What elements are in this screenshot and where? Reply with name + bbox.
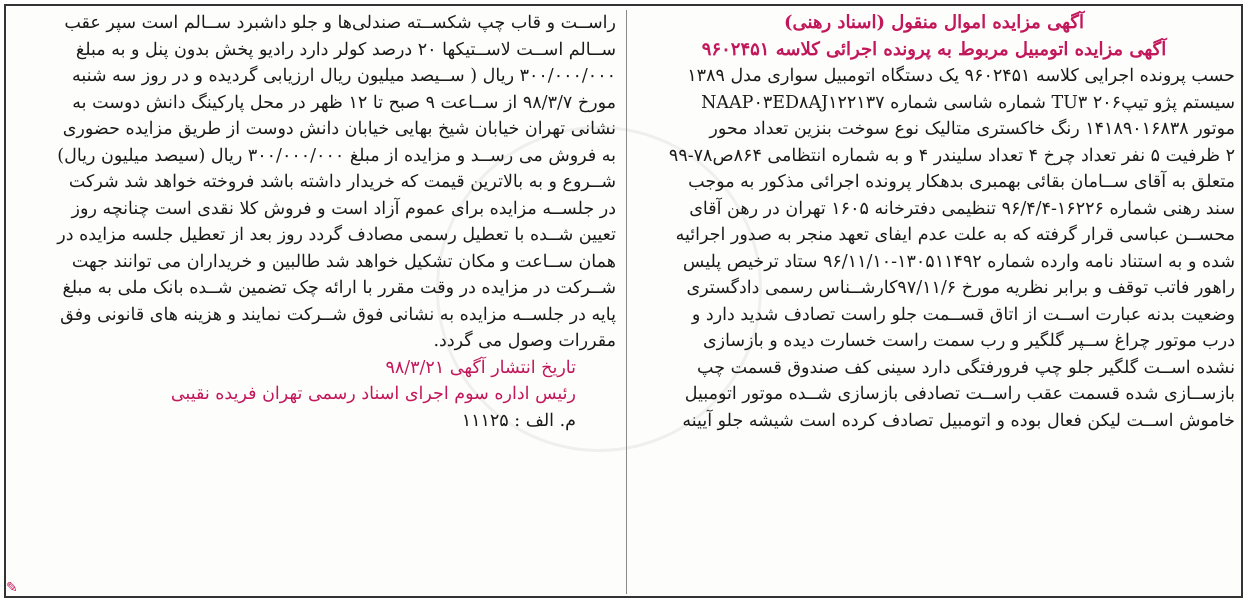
body-line: بازســازی شده قسمت عقب راســت تصادفی بازسازی شــده موتور اتومبیل <box>684 384 1235 404</box>
body-line: همان ســاعت و مکان تشکیل خواهد شد طالبین و خریداران می توانند جهت <box>71 251 616 272</box>
notice-frame <box>4 4 1243 598</box>
body-line: محســن عباسی قرار گرفته که به علت عدم ایفای تعهد منجر به صدور اجرائیه <box>675 225 1235 245</box>
column-divider <box>626 10 627 594</box>
body-line: پایه در جلســه مزایده به نشانی فوق شــرکت نمایند و هزینه های قانونی وفق <box>60 304 616 325</box>
body-line: ۲ ظرفیت ۵ نفر تعداد چرخ ۴ تعداد سلیندر ۴ و به شماره انتظامی ۸۶۴ص۷۸-۹۹ <box>668 145 1235 166</box>
body-line: راهور فاتب توقف و برابر نظریه مورخ ۹۷/۱۱/۶کارشــناس رسمی دادگستری <box>686 278 1235 298</box>
body-line: راســت و قاب چپ شکســته صندلی‌ها و جلو داشبرد ســالم است سپر عقب <box>64 13 616 33</box>
body-line: شده و به استناد نامه وارده شماره ۱۳۰۵۱۱۴۹۲-۹۶/۱۱/۱۰ ستاد ترخیص پلیس <box>682 251 1235 272</box>
body-line: تعیین شــده با تعطیل رسمی مصادف گردد روز بعد از تعطیل جلسه مزایده در <box>57 225 616 245</box>
body-line: خاموش اســت لیکن فعال بوده و اتومبیل تصادف کرده است شیشه جلو آیینه <box>682 410 1235 431</box>
body-line: سیستم پژو تیپ۲۰۶ TU۳ شماره شاسی شماره NAAP۰۳ED۸AJ۱۲۲۱۳۷ <box>701 92 1235 113</box>
body-line: مقررات وصول می گردد. <box>433 331 616 351</box>
left-column <box>16 10 616 434</box>
body-line: متعلق به آقای ســامان بقائی بهمبری بدهکار پرونده اجرائی مذکور به موجب <box>688 172 1235 192</box>
body-line: موتور ۱۴۱۸۹۰۱۶۸۳۸ رنگ خاکستری متالیک نوع سوخت بنزین تعداد محور <box>709 119 1235 139</box>
body-line: ۳۰۰/۰۰۰/۰۰۰ ریال ( ســیصد میلیون ریال ارزیابی گردیده و در روز سه شنبه <box>71 66 616 86</box>
pencil-mark-icon: ✎ <box>6 580 18 596</box>
body-line: نشانی تهران خیابان شیخ بهایی خیابان دانش دوست از طریق مزایده حضوری <box>62 119 616 139</box>
body-line: به فروش می رســد و مزایده از مبلغ ۳۰۰/۰۰۰/۰۰۰ ریال (سیصد میلیون ریال) <box>57 145 616 166</box>
body-line: سند رهنی شماره ۱۶۲۲۶-۹۶/۴/۴ تنظیمی دفترخانه ۱۶۰۵ تهران در رهن آقای <box>689 198 1235 219</box>
body-line: نشده اســت گلگیر جلو چپ فرورفتگی دارد سینی کف صندوق قسمت چپ <box>697 357 1235 378</box>
notice-title: آگهی مزایده اموال منقول (اسناد رهنی) <box>784 12 1084 33</box>
body-line: مورخ ۹۸/۳/۷ از ســاعت ۹ صبح تا ۱۲ ظهر در محل پارکینگ دانش دوست به <box>72 92 616 113</box>
body-line: وضعیت بدنه عبارت اســت از اتاق قســمت جلو راست تصادف شدید دارد و <box>691 304 1235 325</box>
body-line: حسب پرونده اجرایی کلاسه ۹۶۰۲۴۵۱ یک دستگاه اتومبیل سواری مدل ۱۳۸۹ <box>687 66 1235 86</box>
body-line: شــروع و به بالاترین قیمت که خریدار داشته باشد فروخته خواهد شد شرکت <box>68 172 616 192</box>
notice-subtitle: آگهی مزایده اتومبیل مربوط به پرونده اجرائی کلاسه ۹۶۰۲۴۵۱ <box>701 38 1167 60</box>
reference-code: م. الف : ۱۱۱۲۵ <box>461 410 576 431</box>
right-column <box>633 10 1235 434</box>
body-line: در جلســه مزایده برای عموم آزاد است و فروش کلا نقدی است چنانچه روز <box>71 198 616 219</box>
publish-date: تاریخ انتشار آگهی ۹۸/۳/۲۱ <box>385 357 576 378</box>
body-line: شــرکت در مزایده در وقت مقرر با ارائه چک تضمین شــده بانک ملی به مبلغ <box>62 278 616 298</box>
body-line: ســالم اســت لاســتیکها ۲۰ درصد کولر دارد رادیو پخش بدون پنل و به مبلغ <box>75 39 616 60</box>
signature-line: رئیس اداره سوم اجرای اسناد رسمی تهران فریده نقیبی <box>170 384 576 404</box>
body-line: درب موتور چراغ ســپر گلگیر و رب سمت راست خسارت دیده و بازسازی <box>702 331 1235 351</box>
